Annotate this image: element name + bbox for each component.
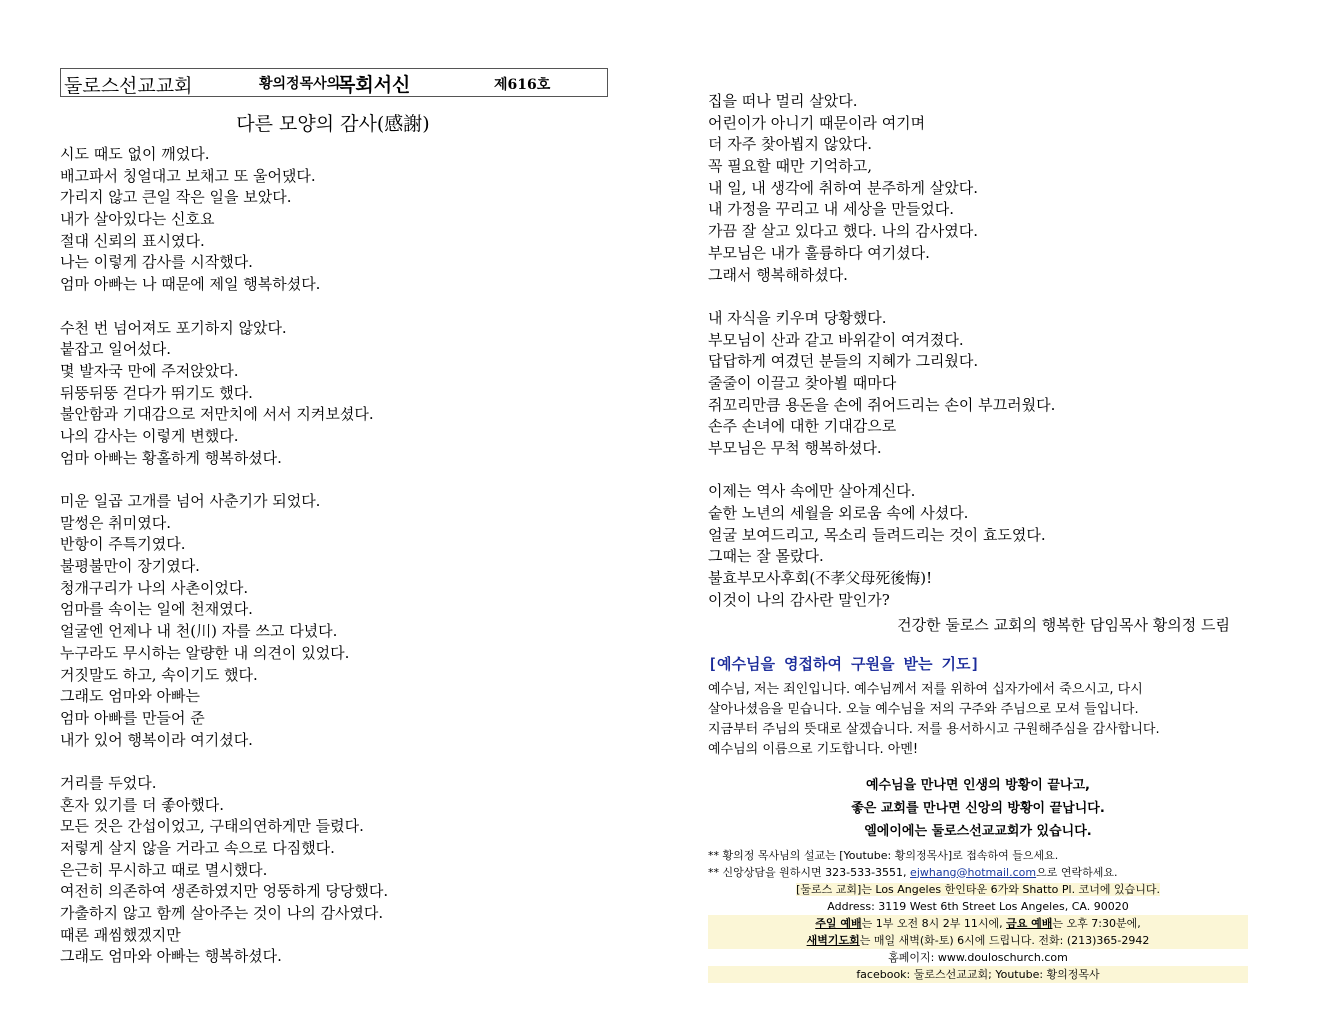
poem-gap <box>708 460 1268 482</box>
poem-line: 불평불만이 장기였다. <box>60 557 200 576</box>
poem-line: 그래서 행복해하셨다. <box>708 265 848 284</box>
slogan <box>708 774 1248 843</box>
prayer-line: 지금부터 주님의 뜻대로 살겠습니다. 저를 용서하시고 구원해주심을 감사합니다. <box>708 721 1160 737</box>
counsel-note <box>708 864 1268 881</box>
pastor-name: 황의정목사의 <box>259 76 341 92</box>
poem-line: 내 가정을 꾸리고 내 세상을 만들었다. <box>708 200 954 219</box>
poem-line: 내가 있어 행복이라 여기셨다. <box>60 730 253 749</box>
poem-line: 몇 발자국 만에 주저앉았다. <box>60 361 239 380</box>
poem-line: 시도 때도 없이 깨었다. <box>60 145 210 163</box>
article-title: 다른 모양의 감사(感謝) <box>236 113 430 135</box>
counsel-suffix: 으로 연락하세요. <box>1036 865 1118 879</box>
poem-line: 말썽은 취미였다. <box>60 513 171 532</box>
location-text: [둘로스 교회]는 Los Angeles 한인타운 6가와 Shatto Pl. 코너에 있습니다. <box>796 882 1160 896</box>
poem-line: 가끔 잘 살고 있다고 했다. 나의 감사였다. <box>708 222 978 241</box>
issue-number: 제616호 <box>494 77 551 93</box>
newsletter-header <box>60 68 608 97</box>
sunday-label: 주일 예배 <box>815 916 862 930</box>
prayer-line: 살아나셨음을 믿습니다. 오늘 예수님을 저의 구주와 주님으로 모셔 들입니다. <box>708 701 1139 717</box>
poem-line: 불안함과 기대감으로 저만치에 서서 지켜보셨다. <box>60 405 374 424</box>
poem-line: 집을 떠나 멀리 살았다. <box>708 92 858 110</box>
poem-line: 수천 번 넘어져도 포기하지 않았다. <box>60 318 287 337</box>
social-text: facebook: 둘로스선교교회; Youtube: 황의정목사 <box>708 966 1248 983</box>
poem-line: 내가 살아있다는 신호요 <box>60 210 215 229</box>
poem-line: 엄마 아빠는 황홀하게 행복하셨다. <box>60 448 282 467</box>
poem-line: 손주 손녀에 대한 기대감으로 <box>708 417 897 436</box>
poem-line: 절대 신뢰의 표시였다. <box>60 231 205 250</box>
email-link[interactable]: ejwhang@hotmail.com <box>910 865 1037 879</box>
youtube-note: ** 황의정 목사님의 설교는 [Youtube: 황의정목사]로 접속하여 들으세요. <box>708 848 1059 862</box>
dawn-service <box>708 932 1248 949</box>
letter-title: 목회서신 <box>337 74 411 96</box>
poem-line: 청개구리가 나의 사촌이었다. <box>60 578 249 597</box>
prayer-text <box>708 680 1268 760</box>
poem-line: 은근히 무시하고 때로 멸시했다. <box>60 860 268 879</box>
poem-line: 그래도 엄마와 아빠는 행복하셨다. <box>60 947 282 966</box>
poem-line: 부모님이 산과 같고 바위같이 여겨졌다. <box>708 330 964 349</box>
poem-line: 부모님은 무척 행복하셨다. <box>708 439 882 457</box>
poem-line: 때론 괘씸했겠지만 <box>60 925 181 944</box>
poem-line: 부모님은 내가 훌륭하다 여기셨다. <box>708 243 930 262</box>
counsel-prefix: ** 신앙상담을 원하시면 323-533-3551, <box>708 865 911 879</box>
notes <box>708 847 1268 881</box>
poem-line: 가리지 않고 큰일 작은 일을 보았다. <box>60 188 292 207</box>
right-column <box>708 91 1268 983</box>
poem-line: 이것이 나의 감사란 말인가? <box>708 590 890 609</box>
church-info <box>708 881 1248 983</box>
poem-line: 나는 이렇게 감사를 시작했다. <box>60 253 253 272</box>
poem-line: 저렇게 살지 않을 거라고 속으로 다짐했다. <box>60 839 335 857</box>
poem-line: 붙잡고 일어섰다. <box>60 340 171 359</box>
poem-gap <box>708 286 1268 308</box>
poem-line: 더 자주 찾아뵙지 않았다. <box>708 135 872 154</box>
poem-line: 그때는 잘 몰랐다. <box>708 547 824 566</box>
poem-line: 가출하지 않고 함께 살아주는 것이 나의 감사였다. <box>60 904 384 923</box>
poem-line: 내 자식을 키우며 당황했다. <box>708 308 887 327</box>
poem-line: 여전히 의존하여 생존하였지만 엉뚱하게 당당했다. <box>60 882 389 901</box>
poem-line: 엄마 아빠를 만들어 준 <box>60 708 205 727</box>
poem-line: 얼굴 보여드리고, 목소리 들려드리는 것이 효도였다. <box>708 525 1046 544</box>
poem-line: 거짓말도 하고, 속이기도 했다. <box>60 665 258 684</box>
poem-line: 뒤뚱뒤뚱 걷다가 뛰기도 했다. <box>60 383 253 402</box>
address-text: Address: 3119 West 6th Street Los Angeles, CA. 90020 <box>827 899 1129 913</box>
poem-line: 이제는 역사 속에만 살아계신다. <box>708 482 916 501</box>
poem-line: 얼굴엔 언제나 내 천(川) 자를 쓰고 다녔다. <box>60 622 338 641</box>
poem-line: 혼자 있기를 더 좋아했다. <box>60 795 224 814</box>
homepage-text: 홈페이지: www.douloschurch.com <box>888 950 1068 964</box>
poem-line: 줄줄이 이끌고 찾아뵐 때마다 <box>708 373 897 392</box>
poem-line: 거리를 두었다. <box>60 773 157 792</box>
poem-line: 나의 감사는 이렇게 변했다. <box>60 426 239 445</box>
signature: 건강한 둘로스 교회의 행복한 담임목사 황의정 드림 <box>897 615 1230 634</box>
poem-line: 모든 것은 간섭이었고, 구태의연하게만 들렸다. <box>60 817 364 836</box>
prayer-line: 예수님, 저는 죄인입니다. 예수님께서 저를 위하여 십자가에서 죽으시고, 다시 <box>708 681 1143 697</box>
poem-line: 쥐꼬리만큼 용돈을 손에 쥐어드리는 손이 부끄러웠다. <box>708 395 1056 414</box>
prayer-line: 예수님의 이름으로 기도합니다. 아멘! <box>708 741 919 757</box>
poem-line: 엄마 아빠는 나 때문에 제일 행복하셨다. <box>60 275 321 294</box>
dawn-text: 는 매일 새벽(화-토) 6시에 드립니다. 전화: (213)365-2942 <box>859 933 1150 947</box>
poem-line: 어린이가 아니기 때문이라 여기며 <box>708 113 926 132</box>
prayer-title: [예수님을 영접하여 구원을 받는 기도] <box>708 654 980 673</box>
slogan-line: 예수님을 만나면 인생의 방황이 끝나고, <box>866 777 1090 793</box>
poem-line: 답답하게 여겼던 분들의 지혜가 그리웠다. <box>708 352 979 371</box>
friday-text: 는 오후 7:30분에, <box>1052 916 1141 930</box>
poem-line: 숱한 노년의 세월을 외로움 속에 사셨다. <box>708 504 969 523</box>
poem-right <box>708 91 1268 612</box>
poem-gap <box>60 296 620 318</box>
poem-line: 반항이 주특기였다. <box>60 535 186 554</box>
poem-left <box>60 144 620 968</box>
poem-gap <box>60 469 620 491</box>
poem-line: 누구라도 무시하는 알량한 내 의견이 있었다. <box>60 643 350 662</box>
poem-line: 미운 일곱 고개를 넘어 사춘기가 되었다. <box>60 492 321 510</box>
slogan-line: 엘에이에는 둘로스선교교회가 있습니다. <box>864 823 1092 839</box>
poem-gap <box>60 751 620 773</box>
poem-line: 내 일, 내 생각에 취하여 분주하게 살았다. <box>708 178 978 197</box>
poem-line: 엄마를 속이는 일에 천재였다. <box>60 600 253 619</box>
poem-line: 꼭 필요할 때만 기억하고, <box>708 157 872 176</box>
poem-line: 불효부모사후회(不孝父母死後悔)! <box>708 569 933 588</box>
friday-label: 금요 예배 <box>1006 916 1053 930</box>
slogan-line: 좋은 교회를 만나면 신앙의 방황이 끝납니다. <box>851 800 1105 816</box>
left-column <box>60 68 620 968</box>
sunday-text: 는 1부 오전 8시 2부 11시에, <box>861 916 1007 930</box>
service-times <box>708 915 1248 932</box>
poem-line: 그래도 엄마와 아빠는 <box>60 687 200 706</box>
poem-line: 배고파서 칭얼대고 보채고 또 울어댔다. <box>60 166 316 185</box>
church-name: 둘로스선교교회 <box>64 75 193 97</box>
dawn-label: 새벽기도회 <box>806 933 860 947</box>
